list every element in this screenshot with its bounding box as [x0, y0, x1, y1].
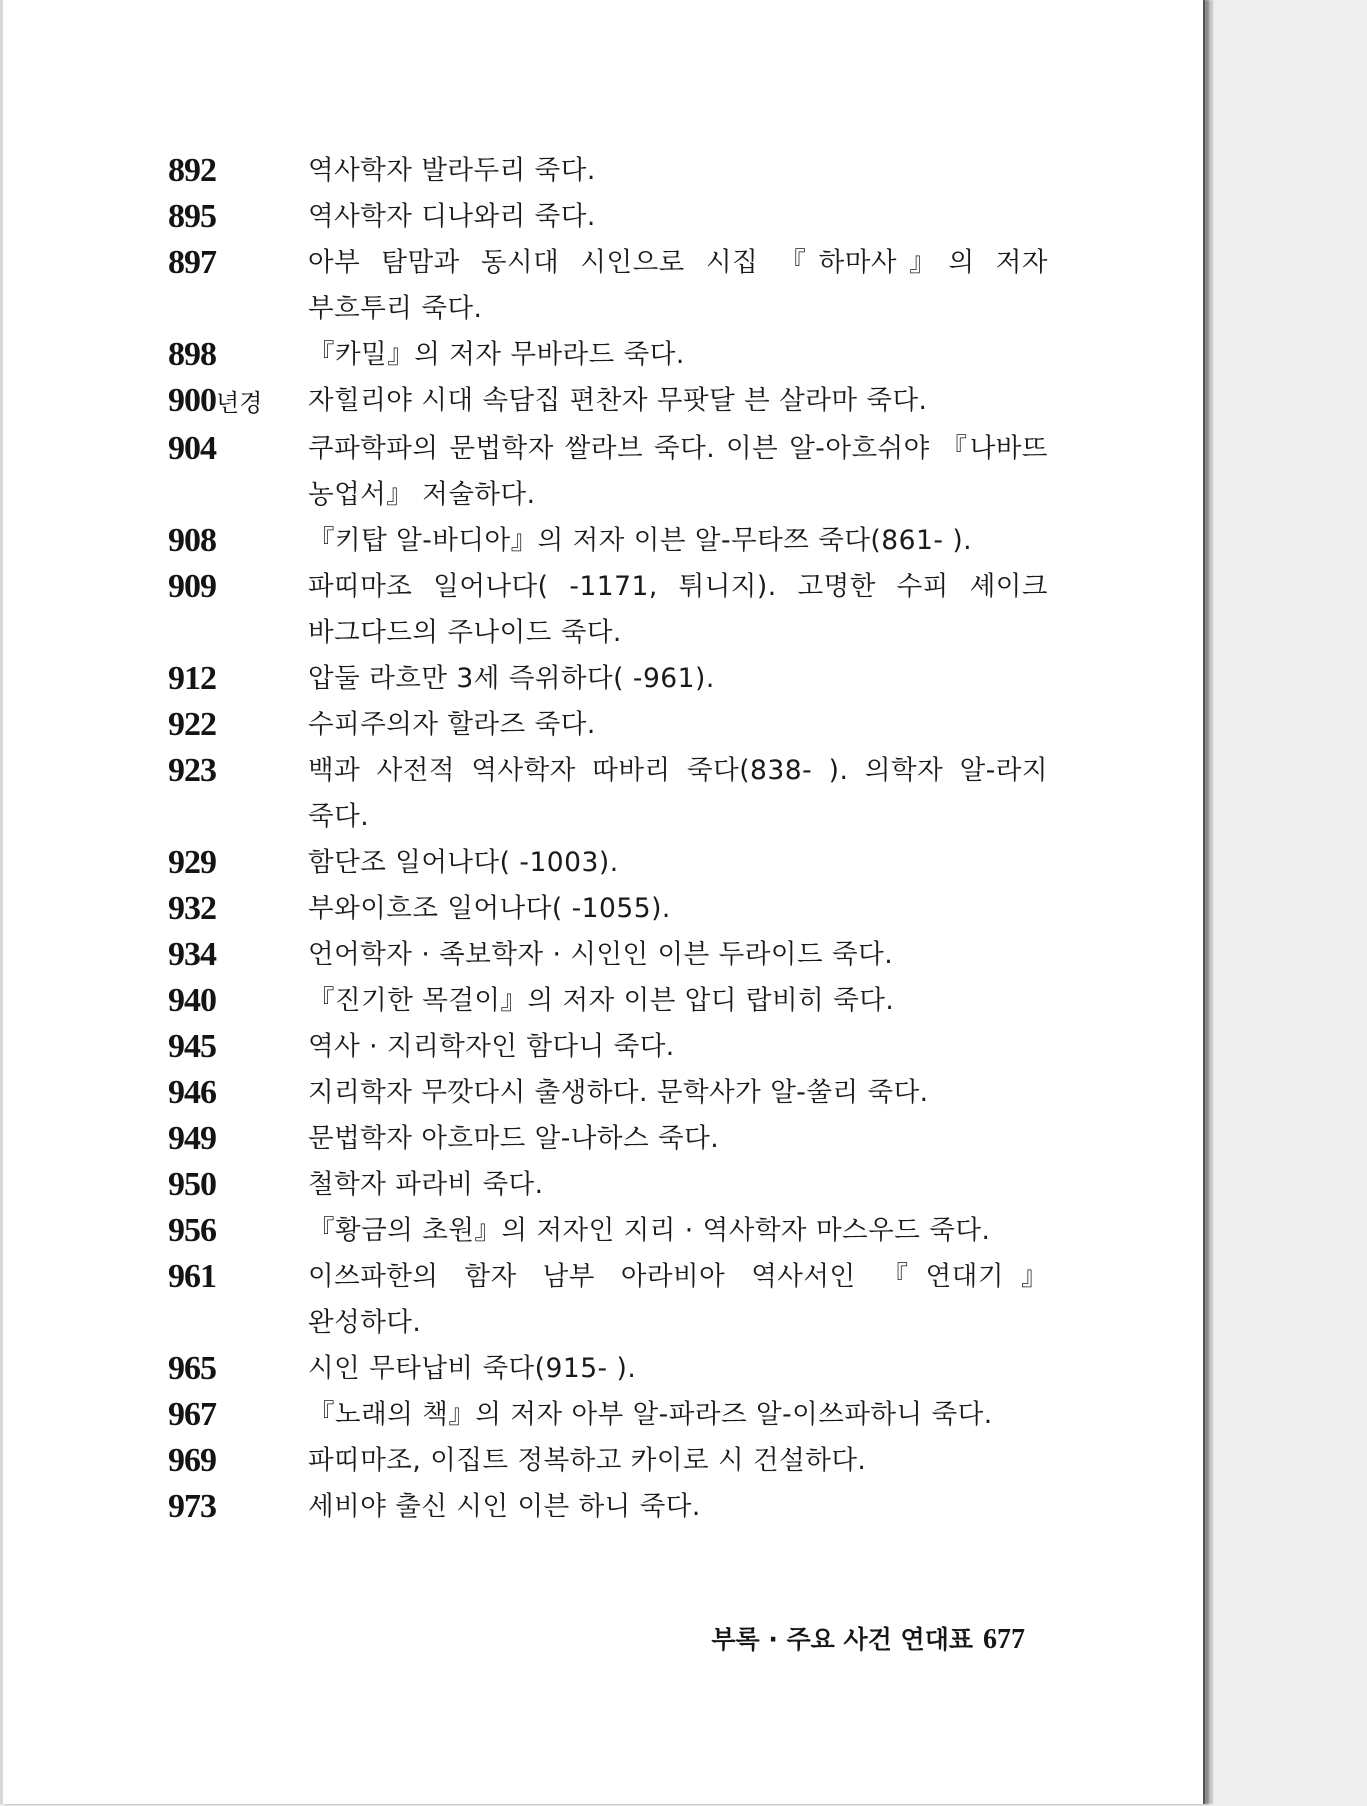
- entry-text: 역사학자 디나와리 죽다.: [308, 201, 596, 232]
- entry-year: 950: [168, 1166, 216, 1203]
- chronology-entry: [0, 194, 1203, 240]
- year-suffix: 년경: [216, 389, 263, 417]
- entry-text: 압둘 라흐만 3세 즉위하다( -961).: [308, 663, 715, 694]
- entry-text: 시인 무타납비 죽다(915- ).: [308, 1353, 637, 1384]
- entry-text: 파띠마조 일어나다( -1171, 튀니지). 고명한 수피 셰이크 바그다드의 주나이드 죽다.: [308, 571, 1048, 648]
- entry-year: 897: [168, 244, 216, 281]
- entry-year: 895: [168, 198, 216, 235]
- entry-text: 『황금의 초원』의 저자인 지리 · 역사학자 마스우드 죽다.: [308, 1215, 991, 1246]
- entry-text: 지리학자 무깟다시 출생하다. 문학사가 알-쑬리 죽다.: [308, 1077, 929, 1108]
- entry-text: 문법학자 아흐마드 알-나하스 죽다.: [308, 1123, 720, 1154]
- entry-year: 908: [168, 522, 216, 559]
- entry-text: 쿠파학파의 문법학자 쌀라브 죽다. 이븐 알-아흐쉬야 『나바뜨 농업서』 저술하다.: [308, 433, 1048, 510]
- entry-text: 수피주의자 할라즈 죽다.: [308, 709, 596, 740]
- entry-year: 922: [168, 706, 216, 743]
- chronology-entry: [0, 840, 1203, 886]
- chronology-list: [0, 148, 1203, 1530]
- entry-year: 934: [168, 936, 216, 973]
- entry-year: 900년경: [168, 382, 263, 419]
- chronology-entry: [0, 1254, 1203, 1346]
- chronology-entry: [0, 1484, 1203, 1530]
- entry-year: 929: [168, 844, 216, 881]
- page-footer: [711, 1620, 1025, 1656]
- entry-text: 역사 · 지리학자인 함다니 죽다.: [308, 1031, 675, 1062]
- entry-text: 자힐리야 시대 속담집 편찬자 무팟달 븐 살라마 죽다.: [308, 385, 928, 416]
- entry-year: 940: [168, 982, 216, 1019]
- entry-text: 『카밀』의 저자 무바라드 죽다.: [308, 339, 685, 370]
- chronology-entry: [0, 240, 1203, 332]
- chronology-entry: [0, 1208, 1203, 1254]
- chronology-entry: [0, 1438, 1203, 1484]
- entry-text: 세비야 출신 시인 이븐 하니 죽다.: [308, 1491, 701, 1522]
- entry-text: 아부 탐맘과 동시대 시인으로 시집 『하마사』의 저자 부흐투리 죽다.: [308, 247, 1048, 324]
- chronology-entry: [0, 426, 1203, 518]
- entry-year: 904: [168, 430, 216, 467]
- chronology-entry: [0, 1392, 1203, 1438]
- entry-text: 파띠마조, 이집트 정복하고 카이로 시 건설하다.: [308, 1445, 867, 1476]
- entry-year: 892: [168, 152, 216, 189]
- entry-text: 역사학자 발라두리 죽다.: [308, 155, 596, 186]
- chronology-entry: [0, 564, 1203, 656]
- entry-year: 965: [168, 1350, 216, 1387]
- entry-text: 『진기한 목걸이』의 저자 이븐 압디 랍비히 죽다.: [308, 985, 895, 1016]
- page-number: 677: [983, 1624, 1025, 1655]
- chronology-entry: [0, 1070, 1203, 1116]
- entry-text: 언어학자 · 족보학자 · 시인인 이븐 두라이드 죽다.: [308, 939, 894, 970]
- entry-year: 973: [168, 1488, 216, 1525]
- section-title: 부록 · 주요 사건 연대표: [711, 1625, 973, 1654]
- chronology-entry: [0, 886, 1203, 932]
- chronology-entry: [0, 378, 1203, 426]
- chronology-entry: [0, 702, 1203, 748]
- entry-year: 949: [168, 1120, 216, 1157]
- entry-year: 912: [168, 660, 216, 697]
- entry-text: 『노래의 책』의 저자 아부 알-파라즈 알-이쓰파하니 죽다.: [308, 1399, 993, 1430]
- entry-year: 909: [168, 568, 216, 605]
- chronology-entry: [0, 148, 1203, 194]
- chronology-entry: [0, 1162, 1203, 1208]
- chronology-entry: [0, 1024, 1203, 1070]
- entry-year: 946: [168, 1074, 216, 1111]
- entry-year: 967: [168, 1396, 216, 1433]
- chronology-entry: [0, 1116, 1203, 1162]
- entry-text: 부와이흐조 일어나다( -1055).: [308, 893, 671, 924]
- entry-year: 932: [168, 890, 216, 927]
- entry-text: 백과 사전적 역사학자 따바리 죽다(838- ). 의학자 알-라지 죽다.: [308, 755, 1048, 832]
- entry-text: 이쓰파한의 함자 남부 아라비아 역사서인 『연대기』 완성하다.: [308, 1261, 1048, 1338]
- chronology-entry: [0, 332, 1203, 378]
- entry-year: 961: [168, 1258, 216, 1295]
- chronology-entry: [0, 748, 1203, 840]
- chronology-entry: [0, 932, 1203, 978]
- entry-text: 『키탑 알-바디아』의 저자 이븐 알-무타쯔 죽다(861- ).: [308, 525, 973, 556]
- entry-year: 945: [168, 1028, 216, 1065]
- chronology-entry: [0, 978, 1203, 1024]
- entry-year: 969: [168, 1442, 216, 1479]
- entry-year: 956: [168, 1212, 216, 1249]
- chronology-entry: [0, 518, 1203, 564]
- chronology-entry: [0, 1346, 1203, 1392]
- entry-text: 철학자 파라비 죽다.: [308, 1169, 544, 1200]
- entry-text: 함단조 일어나다( -1003).: [308, 847, 619, 878]
- entry-year: 923: [168, 752, 216, 789]
- entry-year: 898: [168, 336, 216, 373]
- chronology-entry: [0, 656, 1203, 702]
